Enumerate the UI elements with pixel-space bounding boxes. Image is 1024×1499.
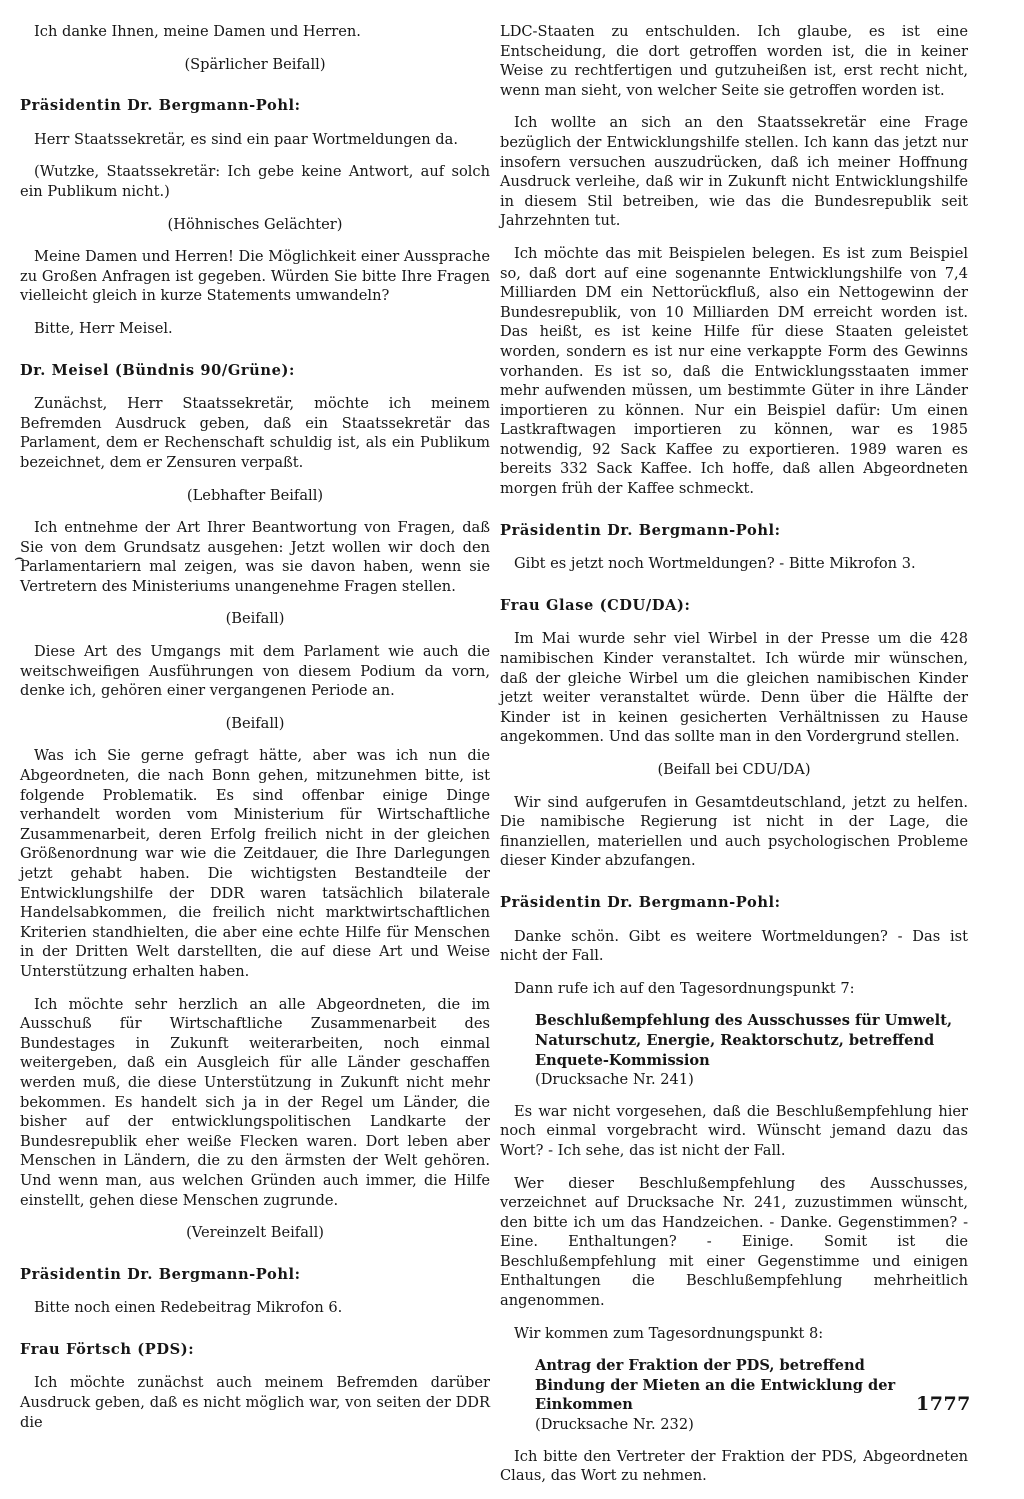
paragraph: Ich möchte sehr herzlich an alle Abgeordneten, die im Ausschuß für Wirtschaftliche Zusammenarbeit des Bundestages in Zukunft weiterarbeiten, noch einmal weitergeben, daß ein Ausgleich für alle Länder geschaffen werden muß, die diese Unterstützung in Zukunft nicht mehr bekommen. Es handelt sich ja in der Regel um Länder, die bisher auf der entwicklungspolitischen Landkarte der Bundesrepublik eher weiße Flecken waren. Dort leben aber Menschen in Ländern, die zu den ärmsten der Welt gehören. Und wenn man, aus welchen Gründen auch immer, die Hilfe einstellt, gehen diese Menschen zugrunde. — [20, 995, 490, 1209]
agenda-title: Beschlußempfehlung des Ausschusses für Umwelt, Naturschutz, Energie, Reaktorschutz, betreffend Enquete-Kommission — [535, 1012, 953, 1069]
paragraph: Was ich Sie gerne gefragt hätte, aber was ich nun die Abgeordneten, die nach Bonn gehen, mitzunehmen bitte, ist folgende Problematik. Es sind offenbar einige Dinge verhandelt worden vom Ministerium für Wirtschaftliche Zusammenarbeit, deren Erfolg freilich nicht in der gleichen Größenordnung war wie die Zeitdauer, die Ihre Darlegungen jetzt gehabt haben. Die wichtigsten Bestandteile der Entwicklungshilfe der DDR waren tatsächlich bilaterale Handelsabkommen, die freilich nicht marktwirtschaftlichen Kriterien standhielten, die aber eine echte Hilfe für Menschen in der Dritten Welt darstellten, die auf diese Art und Weise Unterstützung erhalten haben. — [20, 747, 490, 980]
paragraph: Wir kommen zum Tagesordnungspunkt 8: — [514, 1324, 824, 1342]
agenda-title: Bindung der Mieten an die Entwicklung der Einkommen — [535, 1376, 896, 1414]
margin-mark: ⌢ — [14, 548, 25, 567]
paragraph: Gibt es jetzt noch Wortmeldungen? - Bitte Mikrofon 3. — [514, 555, 916, 573]
page-number: 1777 — [916, 1393, 971, 1415]
stage-direction: (Beifall) — [225, 714, 285, 732]
paragraph: LDC-Staaten zu entschulden. Ich glaube, es ist eine Entscheidung, die dort getroffen worden ist, die in keiner Weise zu rechtfertigen und gutzuheißen ist, erst recht nicht, wenn man sieht, von welcher Seite sie getroffen worden ist. — [500, 23, 968, 99]
paragraph: Ich danke Ihnen, meine Damen und Herren. — [34, 23, 361, 40]
paragraph: Ich wollte an sich an den Staatssekretär eine Frage bezüglich der Entwicklungshilfe stellen. Ich kann das jetzt nur insofern versuchen auszudrücken, daß ich meiner Hoffnung Ausdruck verleihe, daß wir in Zukunft nicht Entwicklungshilfe in diesem Stil betreiben, wie das die Bundesrepublik seit Jahrzehnten tut. — [500, 114, 968, 230]
paragraph: Ich entnehme der Art Ihrer Beantwortung von Fragen, daß Sie von dem Grundsatz ausgehen: Jetzt wollen wir doch den Parlamentariern mal zeigen, was sie davon haben, wenn sie Vertretern des Ministeriums unangenehme Fragen stellen. — [20, 519, 490, 595]
paragraph: Bitte noch einen Redebeitrag Mikrofon 6. — [34, 1299, 343, 1317]
drucksache-reference: (Drucksache Nr. 241) — [535, 1071, 694, 1089]
paragraph: Danke schön. Gibt es weitere Wortmeldungen? - Das ist nicht der Fall. — [500, 927, 968, 965]
stage-direction: (Spärlicher Beifall) — [184, 55, 326, 73]
agenda-item — [535, 1011, 968, 1089]
paragraph: Im Mai wurde sehr viel Wirbel in der Presse um die 428 namibischen Kinder veranstaltet. Ich würde mir wünschen, daß der gleiche Wirbel um die gleichen namibischen Kinder jetzt weiter veranstaltet würde. Denn über die Hälfte der Kinder ist in keinen gesicherten Verhältnissen zu Hause angekommen. Und das sollte man in den Vordergrund stellen. — [500, 630, 968, 746]
paragraph: Meine Damen und Herren! Die Möglichkeit einer Aussprache zu Großen Anfragen ist gegeben. Würden Sie bitte Ihre Fragen vielleicht gleich in kurze Statements umwandeln? — [20, 248, 490, 305]
stage-direction: (Beifall) — [225, 610, 285, 628]
stage-direction: (Lebhafter Beifall) — [186, 486, 324, 504]
paragraph: Diese Art des Umgangs mit dem Parlament wie auch die weitschweifigen Ausführungen von diesem Podium da vorn, denke ich, gehören einer vergangenen Periode an. — [20, 643, 490, 700]
paragraph: Ich möchte zunächst auch meinem Befremden darüber Ausdruck geben, daß es nicht möglich war, von seiten der DDR die — [20, 1374, 490, 1431]
stage-direction: (Vereinzelt Beifall) — [186, 1224, 324, 1242]
paragraph: Herr Staatssekretär, es sind ein paar Wortmeldungen da. — [34, 130, 458, 148]
speaker-heading: Präsidentin Dr. Bergmann-Pohl: — [20, 97, 301, 115]
paragraph: Ich bitte den Vertreter der Fraktion der PDS, Abgeordneten Claus, das Wort zu nehmen. — [500, 1447, 968, 1485]
agenda-item — [535, 1356, 968, 1434]
left-column — [20, 22, 490, 1445]
paragraph: Es war nicht vorgesehen, daß die Beschlußempfehlung hier noch einmal vorgebracht wird. Wünscht jemand dazu das Wort? - Ich sehe, das ist nicht der Fall. — [500, 1102, 968, 1159]
paragraph: Wir sind aufgerufen in Gesamtdeutschland, jetzt zu helfen. Die namibische Regierung ist nicht in der Lage, die finanziellen, materiellen und auch psychologischen Probleme dieser Kinder abzufangen. — [500, 793, 968, 870]
paragraph: Zunächst, Herr Staatssekretär, möchte ich meinem Befremden Ausdruck geben, daß ein Staatssekretär das Parlament, dem er Rechenschaft schuldig ist, als ein Publikum bezeichnet, dem er Zensuren verpaßt. — [20, 395, 490, 471]
right-column — [500, 22, 968, 1499]
speaker-heading: Frau Förtsch (PDS): — [20, 1340, 195, 1358]
stage-direction: (Beifall bei CDU/DA) — [657, 761, 811, 778]
paragraph: Bitte, Herr Meisel. — [34, 319, 173, 337]
paragraph: Wer dieser Beschlußempfehlung des Ausschusses, verzeichnet auf Drucksache Nr. 241, zuzustimmen wünscht, den bitte ich um das Handzeichen. - Danke. Gegenstimmen? - Eine. Enthaltungen? - Einige. Somit ist die Beschlußempfehlung mit einer Gegenstimme und einigen Enthaltungen die Beschlußempfehlung mehrheitlich angenommen. — [500, 1174, 968, 1310]
paragraph: (Wutzke, Staatssekretär: Ich gebe keine Antwort, auf solch ein Publikum nicht.) — [20, 163, 490, 200]
drucksache-reference: (Drucksache Nr. 232) — [535, 1416, 694, 1434]
agenda-title: Antrag der Fraktion der PDS, betreffend — [535, 1357, 865, 1375]
paragraph: Ich möchte das mit Beispielen belegen. Es ist zum Beispiel so, daß dort auf eine sogenannte Entwicklungshilfe von 7,4 Milliarden DM ein Nettorückfluß, also ein Nettogewinn der Bundesrepublik, von 10 Milliarden DM erreicht worden ist. Das heißt, es ist keine Hilfe für diese Staaten geleistet worden, sondern es ist nur eine verkappte Form des Gewinns vorhanden. Es ist so, daß die Entwicklungsstaaten immer mehr aufwenden müssen, um bestimmte Güter in ihre Länder importieren zu können. Nur ein Beispiel dafür: Um einen Lastkraftwagen importieren zu können, war es 1985 notwendig, 92 Sack Kaffee zu exportieren. 1989 waren es bereits 332 Sack Kaffee. Ich hoffe, daß allen Abgeordneten morgen früh der Kaffee schmeckt. — [500, 244, 968, 498]
stage-direction: (Höhnisches Gelächter) — [167, 215, 343, 233]
paragraph: Dann rufe ich auf den Tagesordnungspunkt 7: — [514, 979, 855, 997]
speaker-heading: Dr. Meisel (Bündnis 90/Grüne): — [20, 361, 295, 379]
speaker-heading: Präsidentin Dr. Bergmann-Pohl: — [20, 1265, 301, 1283]
speaker-heading: Präsidentin Dr. Bergmann-Pohl: — [500, 521, 781, 539]
speaker-heading: Frau Glase (CDU/DA): — [500, 596, 691, 614]
speaker-heading: Präsidentin Dr. Bergmann-Pohl: — [500, 893, 781, 911]
